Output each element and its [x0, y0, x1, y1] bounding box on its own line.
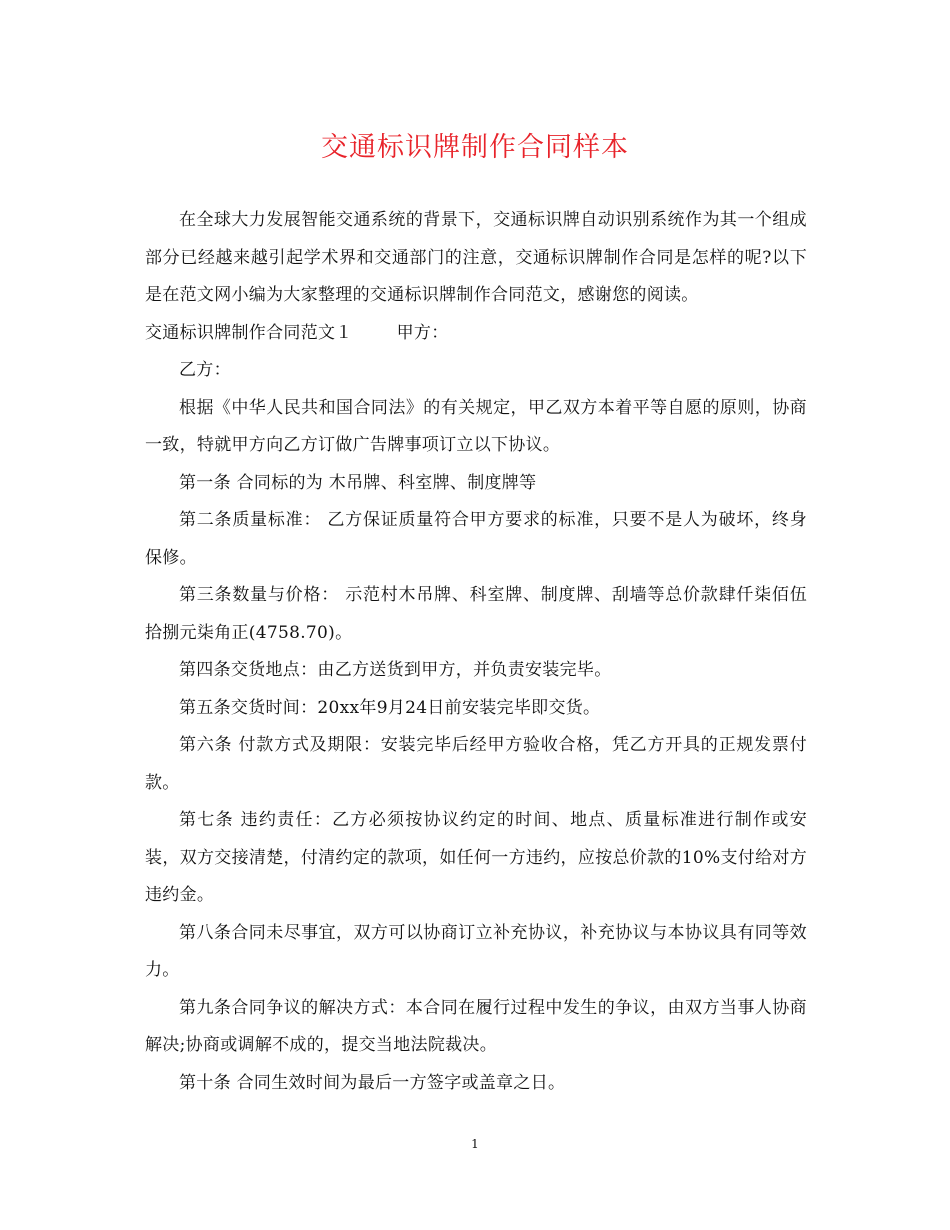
- intro-paragraph: 在全球大力发展智能交通系统的背景下，交通标识牌自动识别系统作为其一个组成部分已经越来越引起学术界和交通部门的注意，交通标识牌制作合同是怎样的呢?以下是在范文网小编为大家整理的交通标识牌制作合同范文，感谢您的阅读。: [145, 210, 807, 305]
- article-6: 第六条 付款方式及期限：安装完毕后经甲方验收合格，凭乙方开具的正规发票付款。: [145, 735, 807, 793]
- article-5: 第五条交货时间：20xx年9月24日前安装完毕即交货。: [179, 697, 601, 718]
- document-title: 交通标识牌制作合同样本: [321, 132, 629, 163]
- preamble-paragraph: 根据《中华人民共和国合同法》的有关规定，甲乙双方本着平等自愿的原则，协商一致，特就甲方向乙方订做广告牌事项订立以下协议。: [145, 397, 807, 455]
- section-heading-line: [145, 315, 807, 353]
- article-9: 第九条合同争议的解决方式：本合同在履行过程中发生的争议，由双方当事人协商解决;协商或调解不成的，提交当地法院裁决。: [145, 997, 807, 1055]
- section-heading: 交通标识牌制作合同范文１: [145, 322, 353, 343]
- article-4: 第四条交货地点：由乙方送货到甲方，并负责安装完毕。: [179, 660, 612, 680]
- page-number: 1: [471, 1137, 479, 1151]
- article-7: 第七条 违约责任：乙方必须按协议约定的时间、地点、质量标准进行制作或安装，双方交接清楚，付清约定的款项，如任何一方违约，应按总价款的10%支付给对方违约金。: [145, 810, 807, 905]
- document-body: [145, 202, 807, 1102]
- party-b-label: 乙方：: [179, 360, 231, 380]
- article-10: 第十条 合同生效时间为最后一方签字或盖章之日。: [179, 1072, 566, 1093]
- article-1: 第一条 合同标的为 木吊牌、科室牌、制度牌等: [179, 472, 537, 493]
- article-8: 第八条合同未尽事宜，双方可以协商订立补充协议，补充协议与本协议具有同等效力。: [145, 922, 807, 980]
- article-3: 第三条数量与价格： 示范村木吊牌、科室牌、制度牌、刮墙等总价款肆仟柒佰伍拾捌元柒角正(4758.70)。: [145, 585, 807, 643]
- article-2: 第二条质量标准： 乙方保证质量符合甲方要求的标准，只要不是人为破坏，终身保修。: [145, 510, 807, 568]
- party-a-label: 甲方：: [396, 322, 449, 343]
